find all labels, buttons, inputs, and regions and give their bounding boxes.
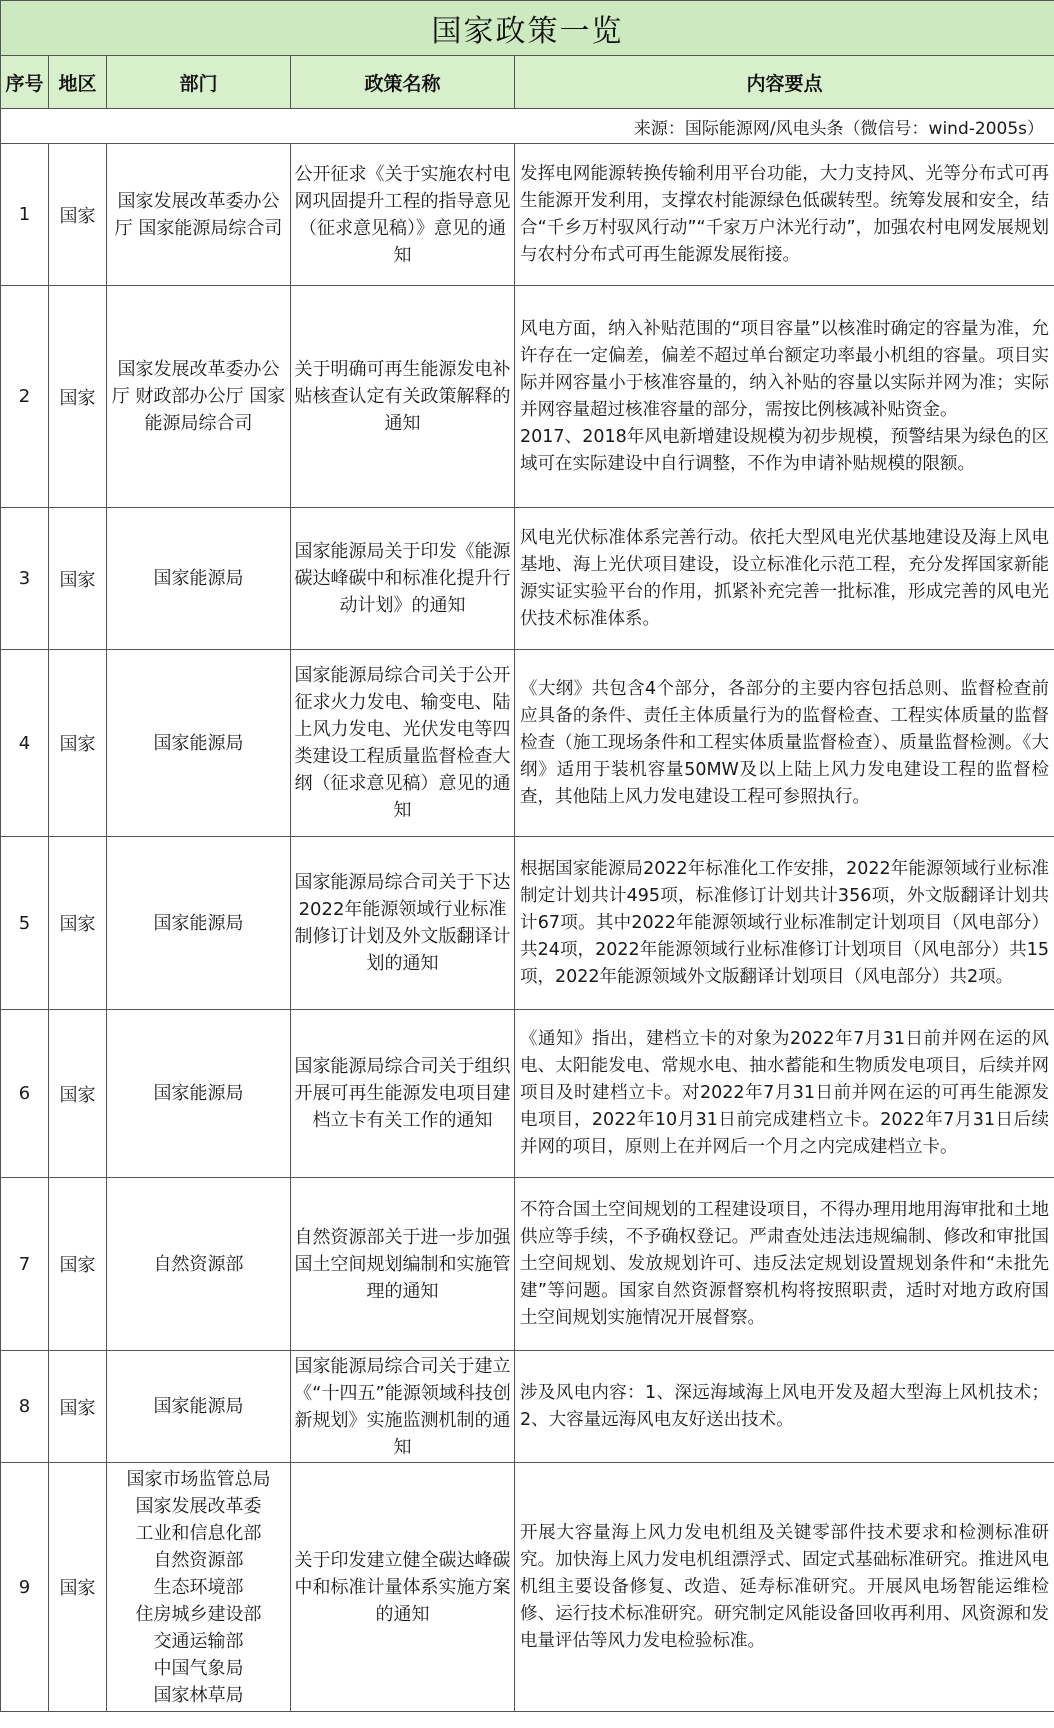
table-row xyxy=(1,1463,1054,1712)
department-name: 国家市场监管总局 xyxy=(126,1468,271,1490)
row-department xyxy=(107,1178,291,1351)
row-content xyxy=(515,650,1054,837)
row-region: 国家 xyxy=(49,1463,107,1712)
department-name: 国家能源局 xyxy=(153,732,244,754)
header-dept: 部门 xyxy=(107,56,291,109)
row-department xyxy=(107,144,291,286)
department-name: 国家发展改革委 xyxy=(135,1495,262,1517)
department-name: 国家能源局 xyxy=(153,912,244,934)
row-number: 6 xyxy=(1,1010,49,1178)
table-row xyxy=(1,837,1054,1010)
department-name: 住房城乡建设部 xyxy=(135,1603,262,1625)
row-policy-name: 公开征求《关于实施农村电网巩固提升工程的指导意见（征求意见稿）》意见的通知 xyxy=(291,144,515,286)
header-policy: 政策名称 xyxy=(291,56,515,109)
row-region: 国家 xyxy=(49,1010,107,1178)
row-content xyxy=(515,286,1054,508)
table-row xyxy=(1,286,1054,508)
department-name: 国家发展改革委办公厅 国家能源局综合司 xyxy=(114,190,283,239)
row-policy-name: 国家能源局综合司关于组织开展可再生能源发电项目建档立卡有关工作的通知 xyxy=(291,1010,515,1178)
row-region: 国家 xyxy=(49,508,107,650)
row-policy-name: 国家能源局关于印发《能源碳达峰碳中和标准化提升行动计划》的通知 xyxy=(291,508,515,650)
page-title: 国家政策一览 xyxy=(1,1,1054,56)
department-name: 国家林草局 xyxy=(153,1684,244,1706)
row-content xyxy=(515,1178,1054,1351)
row-department xyxy=(107,1351,291,1463)
department-name: 生态环境部 xyxy=(153,1576,244,1598)
source-row xyxy=(1,109,1054,144)
department-name: 自然资源部 xyxy=(153,1549,244,1571)
row-number: 8 xyxy=(1,1351,49,1463)
row-policy-name: 自然资源部关于进一步加强国土空间规划编制和实施管理的通知 xyxy=(291,1178,515,1351)
content-paragraph: 《通知》指出，建档立卡的对象为2022年7月31日前并网在运的风电、太阳能发电、常规水电、抽水蓄能和生物质发电项目，后续并网项目及时建档立卡。对2022年7月31日前并网在运的可再生能源发电项目，2022年10月31日前完成建档立卡。2022年7月31日后续并网的项目，原则上在并网后一个月之内完成建档立卡。 xyxy=(520,1029,1050,1157)
department-name: 国家能源局 xyxy=(153,568,244,589)
header-content: 内容要点 xyxy=(515,56,1054,109)
header-region: 地区 xyxy=(49,56,107,109)
row-policy-name: 国家能源局综合司关于下达2022年能源领域行业标准制修订计划及外文版翻译计划的通知 xyxy=(291,837,515,1010)
source-note: 来源：国际能源网/风电头条（微信号：wind-2005s） xyxy=(1,109,1054,144)
table-row xyxy=(1,144,1054,286)
department-name: 工业和信息化部 xyxy=(135,1522,262,1544)
row-region: 国家 xyxy=(49,144,107,286)
row-content xyxy=(515,144,1054,286)
row-content xyxy=(515,1351,1054,1463)
row-number: 4 xyxy=(1,650,49,837)
table-row xyxy=(1,508,1054,650)
row-content xyxy=(515,1463,1054,1712)
row-region: 国家 xyxy=(49,1351,107,1463)
row-number: 7 xyxy=(1,1178,49,1351)
row-number: 2 xyxy=(1,286,49,508)
row-department xyxy=(107,650,291,837)
row-number: 3 xyxy=(1,508,49,650)
content-paragraph: 2017、2018年风电新增建设规模为初步规模，预警结果为绿色的区域可在实际建设中自行调整，不作为申请补贴规模的限额。 xyxy=(520,426,1050,474)
header-row xyxy=(1,56,1054,109)
content-paragraph: 开展大容量海上风力发电机组及关键零部件技术要求和检测标准研究。加快海上风力发电机组漂浮式、固定式基础标准研究。推进风电机组主要设备修复、改造、延寿标准研究。开展风电场智能运维检修、运行技术标准研究。研究制定风能设备回收再利用、风资源和发电量评估等风力发电检验标准。 xyxy=(520,1522,1050,1651)
header-num: 序号 xyxy=(1,56,49,109)
row-region: 国家 xyxy=(49,1178,107,1351)
row-department xyxy=(107,508,291,650)
row-number: 5 xyxy=(1,837,49,1010)
department-name: 国家能源局 xyxy=(153,1083,244,1104)
row-region: 国家 xyxy=(49,286,107,508)
policy-table-body xyxy=(1,1,1054,1712)
table-row xyxy=(1,1010,1054,1178)
row-content xyxy=(515,837,1054,1010)
department-name: 中国气象局 xyxy=(153,1657,244,1679)
content-paragraph: 风电光伏标准体系完善行动。依托大型风电光伏基地建设及海上风电基地、海上光伏项目建设，设立标准化示范工程，充分发挥国家新能源实证实验平台的作用，抓紧补充完善一批标准，形成完善的风电光伏技术标准体系。 xyxy=(520,527,1050,629)
row-number: 9 xyxy=(1,1463,49,1712)
content-paragraph: 涉及风电内容：1、深远海域海上风电开发及超大型海上风机技术；2、大容量远海风电友好送出技术。 xyxy=(520,1382,1050,1430)
row-department xyxy=(107,1010,291,1178)
row-region: 国家 xyxy=(49,650,107,837)
content-paragraph: 风电方面，纳入补贴范围的“项目容量”以核准时确定的容量为准，允许存在一定偏差，偏差不超过单台额定功率最小机组的容量。项目实际并网容量小于核准容量的，纳入补贴的容量以实际并网为准；实际并网容量超过核准容量的部分，需按比例核减补贴资金。 xyxy=(520,318,1050,420)
department-name: 自然资源部 xyxy=(153,1253,244,1275)
row-policy-name: 关于印发建立健全碳达峰碳中和标准计量体系实施方案的通知 xyxy=(291,1463,515,1712)
content-paragraph: 不符合国土空间规划的工程建设项目，不得办理用地用海审批和土地供应等手续，不予确权登记。严肃查处违法违规编制、修改和审批国土空间规划、发放规划许可、违反法定规划设置规划条件和“未批先建”等问题。国家自然资源督察机构将按照职责，适时对地方政府国土空间规划实施情况开展督察。 xyxy=(520,1199,1050,1328)
department-name: 国家发展改革委办公厅 财政部办公厅 国家能源局综合司 xyxy=(111,359,286,434)
content-paragraph: 发挥电网能源转换传输利用平台功能，大力支持风、光等分布式可再生能源开发利用，支撑农村能源绿色低碳转型。统筹发展和安全，结合“千乡万村驭风行动”“千家万户沐光行动”，加强农村电网发展规划与农村分布式可再生能源发展衔接。 xyxy=(520,163,1050,265)
row-content xyxy=(515,1010,1054,1178)
row-content xyxy=(515,508,1054,650)
row-policy-name: 国家能源局综合司关于公开征求火力发电、输变电、陆上风力发电、光伏发电等四类建设工程质量监督检查大纲（征求意见稿）意见的通知 xyxy=(291,650,515,837)
department-name: 交通运输部 xyxy=(153,1630,244,1652)
row-department xyxy=(107,286,291,508)
row-number: 1 xyxy=(1,144,49,286)
content-paragraph: 《大纲》共包含4个部分，各部分的主要内容包括总则、监督检查前应具备的条件、责任主体质量行为的监督检查、工程实体质量的监督检查（施工现场条件和工程实体质量监督检查）、质量监督检测。《大纲》适用于装机容量50MW及以上陆上风力发电建设工程的监督检查，其他陆上风力发电建设工程可参照执行。 xyxy=(520,678,1050,807)
row-policy-name: 国家能源局综合司关于建立《“十四五”能源领域科技创新规划》实施监测机制的通知 xyxy=(291,1351,515,1463)
table-row xyxy=(1,650,1054,837)
row-department xyxy=(107,1463,291,1712)
table-row xyxy=(1,1351,1054,1463)
row-department xyxy=(107,837,291,1010)
row-region: 国家 xyxy=(49,837,107,1010)
table-row xyxy=(1,1178,1054,1351)
row-policy-name: 关于明确可再生能源发电补贴核查认定有关政策解释的通知 xyxy=(291,286,515,508)
department-name: 国家能源局 xyxy=(153,1396,244,1417)
content-paragraph: 根据国家能源局2022年标准化工作安排，2022年能源领域行业标准制定计划共计495项，标准修订计划共计356项，外文版翻译计划共计67项。其中2022年能源领域行业标准制定计划项目（风电部分）共24项，2022年能源领域行业标准修订计划项目（风电部分）共15项，2022年能源领域外文版翻译计划项目（风电部分）共2项。 xyxy=(520,858,1050,987)
